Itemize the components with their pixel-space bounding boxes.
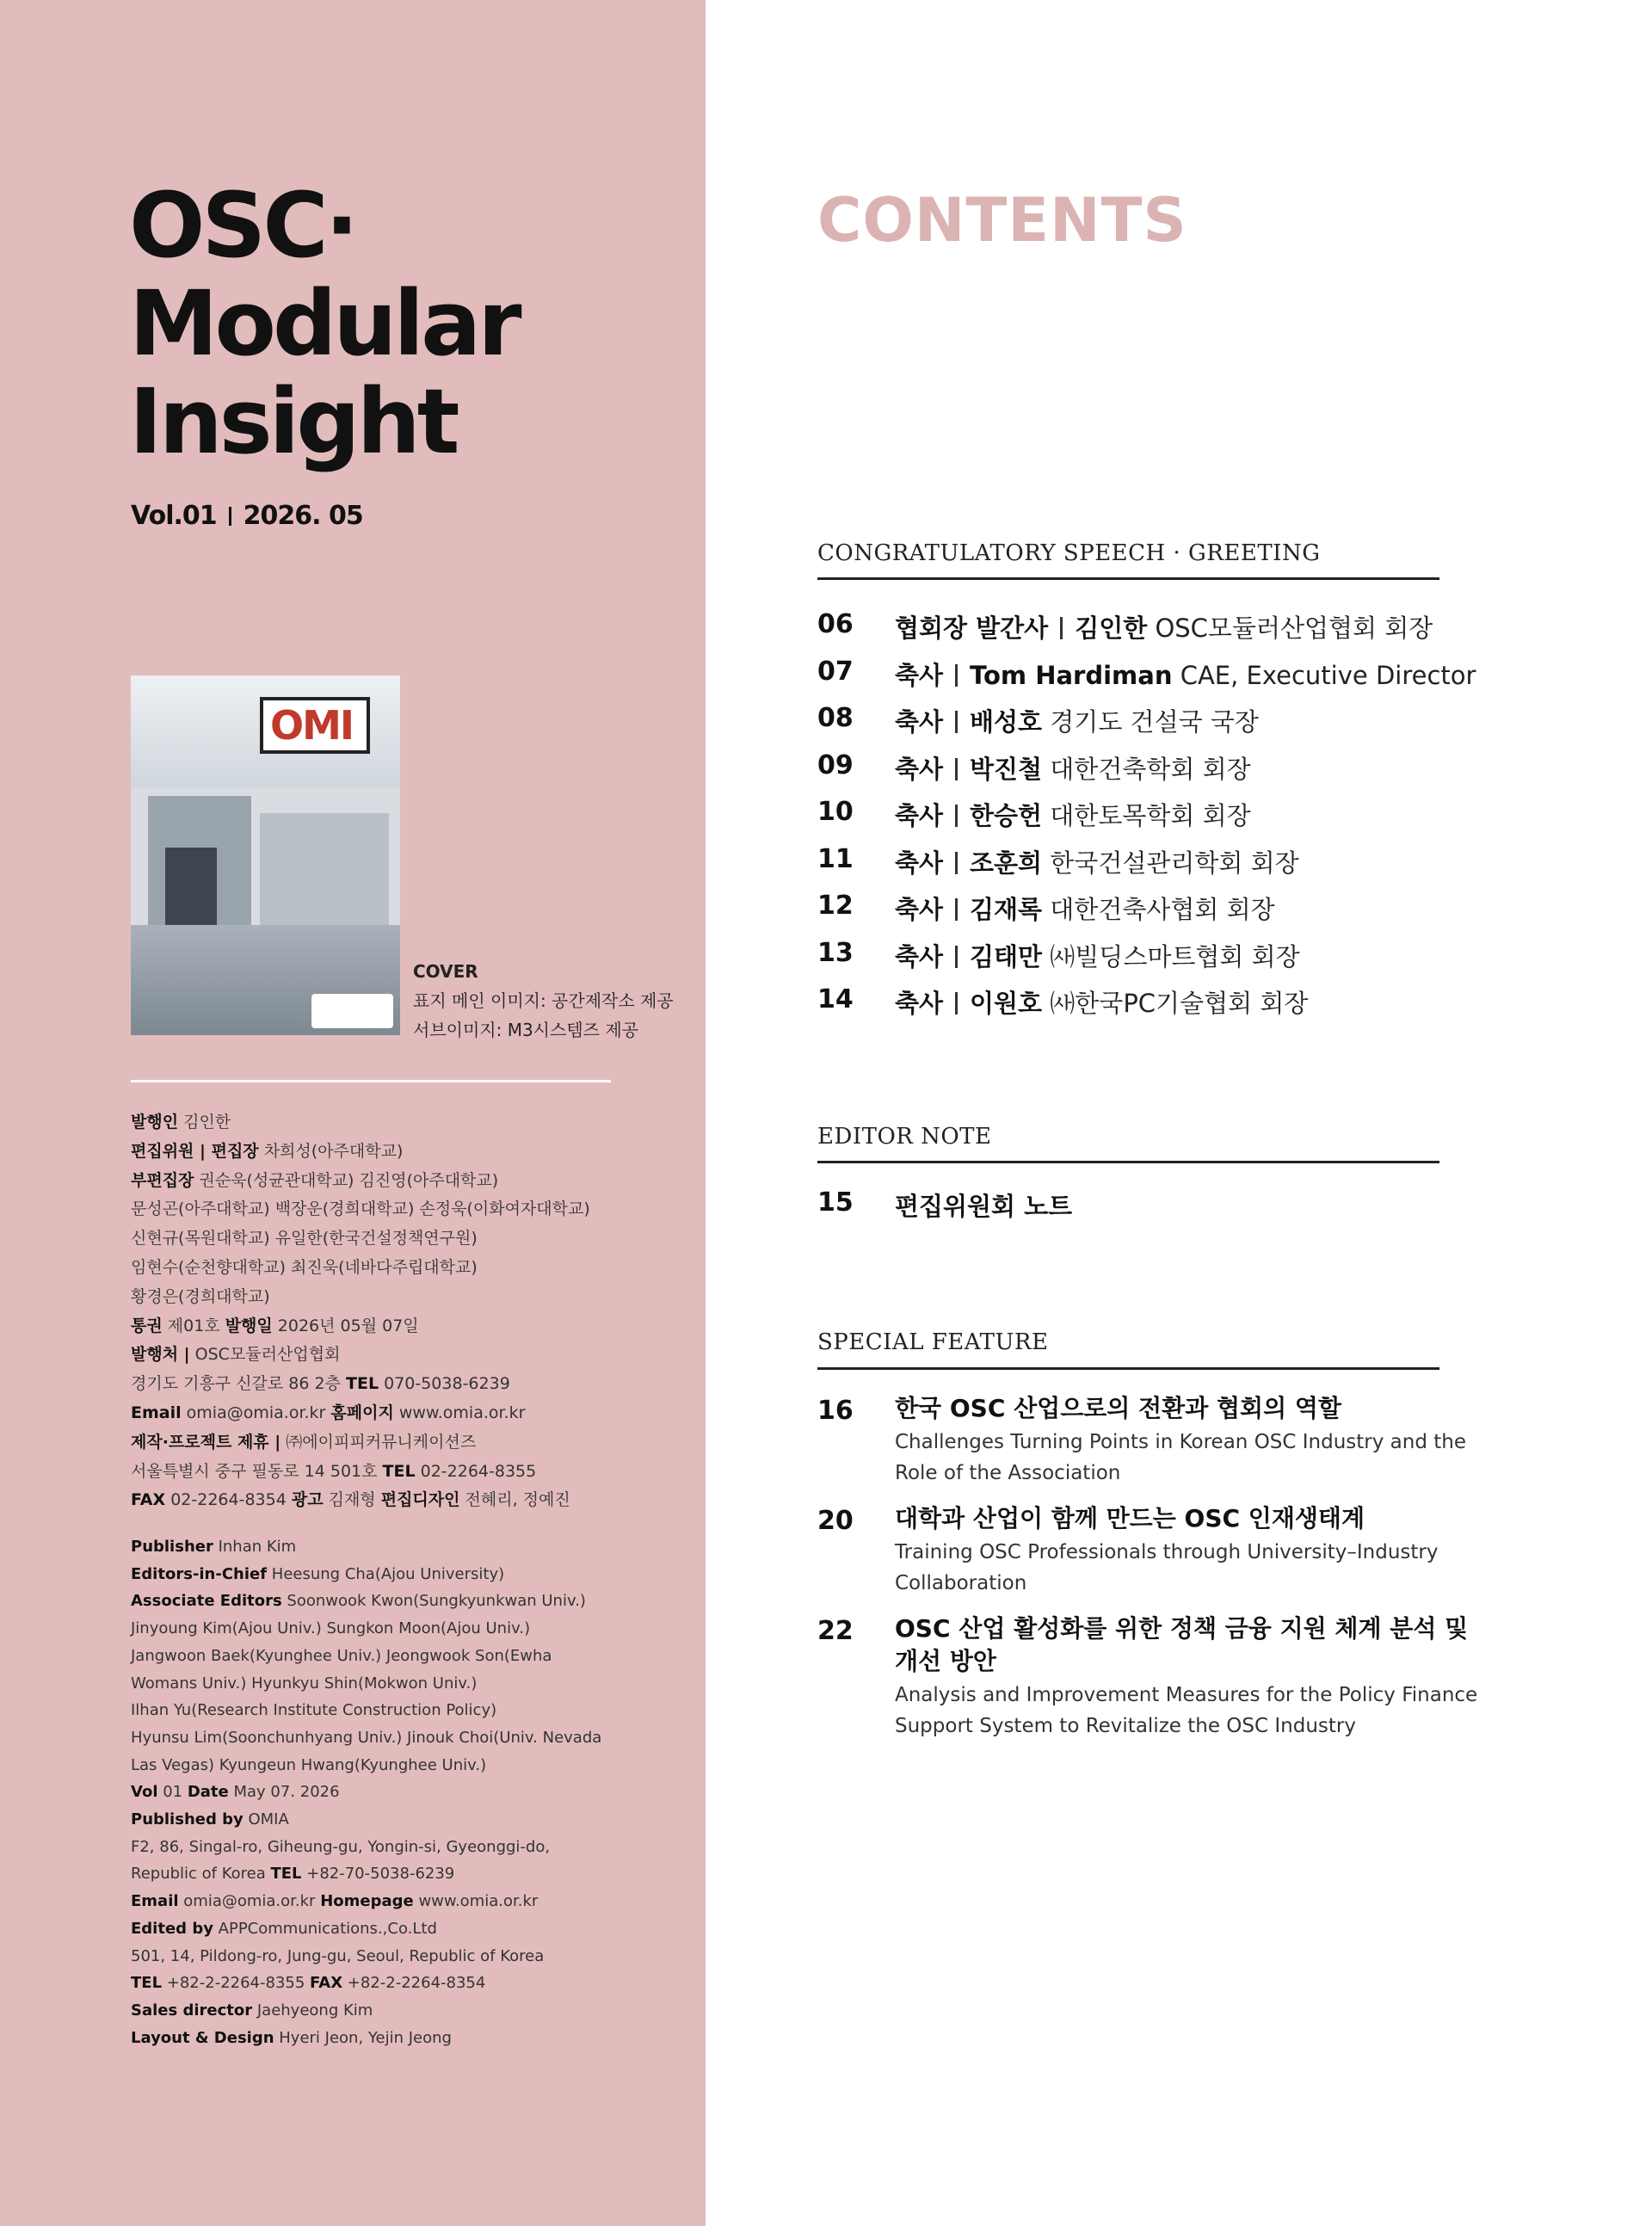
credit-line bbox=[131, 1970, 601, 1997]
item-text bbox=[895, 657, 1476, 692]
item-org: 대한토목학회 회장 bbox=[1042, 801, 1251, 830]
credit-line bbox=[131, 1138, 590, 1167]
page-number: 08 bbox=[817, 703, 854, 733]
item-org: CAE, Executive Director bbox=[1172, 660, 1476, 690]
section-heading: CONGRATULATORY SPEECH · GREETING bbox=[817, 540, 1321, 566]
cover-caption bbox=[413, 957, 674, 1045]
credit-line bbox=[131, 1254, 590, 1283]
credit-label: Sales director bbox=[131, 2001, 253, 2019]
feature-subtitle: Role of the Association bbox=[895, 1462, 1121, 1484]
credit-value: 전혜리, 정예진 bbox=[459, 1490, 570, 1510]
item-kind: 축사 bbox=[895, 707, 944, 737]
section-rule bbox=[817, 1367, 1439, 1370]
cover-logo-box bbox=[260, 697, 370, 754]
volume-line bbox=[131, 501, 363, 531]
credit-value: Jinyoung Kim(Ajou Univ.) Sungkon Moon(Ajou Univ.) bbox=[131, 1619, 531, 1638]
credit-value: 서울특별시 중구 필동로 14 501호 bbox=[131, 1461, 383, 1481]
credit-line bbox=[131, 1458, 590, 1487]
credit-label: Email bbox=[131, 1892, 179, 1911]
separator-bar bbox=[955, 711, 958, 733]
item-name: 배성호 bbox=[970, 707, 1043, 737]
item-kind: 축사 bbox=[895, 941, 944, 971]
section-heading: EDITOR NOTE bbox=[817, 1124, 992, 1150]
item-text bbox=[895, 891, 1275, 926]
credit-label: TEL bbox=[270, 1865, 302, 1884]
separator-bar bbox=[1060, 617, 1063, 639]
credit-label: Editors-in-Chief bbox=[131, 1564, 268, 1583]
credit-value: Heesung Cha(Ajou University) bbox=[267, 1564, 505, 1583]
page-number: 14 bbox=[817, 984, 854, 1014]
volume-number: Vol.01 bbox=[131, 501, 217, 531]
credit-value: 황경은(경희대학교) bbox=[131, 1286, 270, 1306]
page-number: 15 bbox=[817, 1187, 854, 1218]
item-org: 대한건축학회 회장 bbox=[1042, 754, 1251, 784]
credit-value: Republic of Korea bbox=[131, 1865, 271, 1884]
credit-line bbox=[131, 1224, 590, 1254]
credit-line bbox=[131, 1779, 601, 1806]
credit-label: Vol bbox=[131, 1783, 158, 1802]
credit-label: Layout & Design bbox=[131, 2028, 274, 2047]
credit-value: Hyeri Jeon, Yejin Jeong bbox=[274, 2028, 452, 2047]
separator-bar bbox=[955, 992, 958, 1014]
credit-line bbox=[131, 1428, 590, 1458]
cover-caption-line: 서브이미지: M3시스템즈 제공 bbox=[413, 1020, 638, 1040]
credit-value: 권순욱(성균관대학교) 김진영(아주대학교) bbox=[194, 1170, 499, 1190]
credit-label: 발행일 bbox=[225, 1316, 273, 1335]
page-number: 22 bbox=[817, 1616, 854, 1646]
page-number: 11 bbox=[817, 843, 854, 874]
item-title: 편집위원회 노트 bbox=[895, 1192, 1073, 1221]
credit-value: 차희성(아주대학교) bbox=[258, 1141, 404, 1161]
credit-line bbox=[131, 1724, 601, 1752]
credit-label: 부편집장 bbox=[131, 1170, 194, 1190]
credit-label: 제작·프로젝트 제휴 | bbox=[131, 1432, 281, 1452]
credit-line bbox=[131, 1943, 601, 1970]
feature-title[interactable]: 한국 OSC 산업으로의 전환과 협회의 역할 bbox=[895, 1394, 1341, 1422]
credit-value: OSC모듈러산업협회 bbox=[189, 1345, 341, 1365]
credit-label: 발행인 bbox=[131, 1113, 179, 1131]
credit-label: TEL bbox=[382, 1461, 416, 1481]
credit-line bbox=[131, 1752, 601, 1779]
credit-value: 501, 14, Pildong-ro, Jung-gu, Seoul, Republic of Korea bbox=[131, 1946, 545, 1965]
item-org: 대한건축사협회 회장 bbox=[1042, 895, 1275, 924]
masthead-line: Insight bbox=[129, 369, 457, 474]
credit-value: 02-2264-8355 bbox=[415, 1461, 537, 1481]
item-org: ㈔한국PC기술협회 회장 bbox=[1042, 989, 1309, 1018]
credit-label: FAX bbox=[310, 1974, 343, 1993]
separator-bar bbox=[955, 664, 958, 687]
credit-label: FAX bbox=[131, 1490, 166, 1510]
feature-subtitle: Support System to Revitalize the OSC Industry bbox=[895, 1715, 1356, 1737]
separator-bar bbox=[229, 507, 231, 526]
credit-value: Womans Univ.) Hyunkyu Shin(Mokwon Univ.) bbox=[131, 1674, 478, 1693]
credit-value: Las Vegas) Kyungeun Hwang(Kyunghee Univ.) bbox=[131, 1755, 487, 1774]
credit-label: 발행처 | bbox=[131, 1345, 190, 1365]
page-number: 07 bbox=[817, 656, 854, 687]
right-panel bbox=[706, 0, 1652, 2226]
feature-subtitle: Analysis and Improvement Measures for the Policy Finance bbox=[895, 1684, 1478, 1706]
item-kind: 축사 bbox=[895, 660, 944, 690]
page-number: 09 bbox=[817, 749, 854, 780]
item-name: 이원호 bbox=[970, 989, 1043, 1018]
item-name: 한승헌 bbox=[970, 801, 1043, 830]
credit-value: 김재형 bbox=[323, 1490, 381, 1510]
credit-value: omia@omia.or.kr bbox=[178, 1892, 321, 1911]
credit-line bbox=[131, 1588, 601, 1615]
page-number: 06 bbox=[817, 609, 854, 639]
credit-label: Date bbox=[187, 1783, 229, 1802]
credit-label: Edited by bbox=[131, 1919, 213, 1938]
cover-logo: OMI bbox=[270, 702, 353, 749]
credit-value: Jangwoon Baek(Kyunghee Univ.) Jeongwook Son(Ewha bbox=[131, 1646, 552, 1665]
feature-subtitle: Challenges Turning Points in Korean OSC Industry and the bbox=[895, 1431, 1467, 1453]
separator-bar bbox=[955, 758, 958, 780]
section-heading: SPECIAL FEATURE bbox=[817, 1329, 1049, 1355]
credit-line bbox=[131, 1312, 590, 1341]
credit-value: 제01호 bbox=[162, 1316, 225, 1335]
item-text bbox=[895, 984, 1308, 1020]
cover-image bbox=[131, 675, 400, 1035]
credit-value: 신현규(목원대학교) 유일한(한국건설정책연구원) bbox=[131, 1229, 478, 1249]
credit-line bbox=[131, 1399, 590, 1428]
item-kind: 협회장 발간사 bbox=[895, 614, 1049, 643]
credit-line bbox=[131, 1643, 601, 1670]
credit-line bbox=[131, 1670, 601, 1698]
item-text bbox=[895, 609, 1433, 644]
credit-line bbox=[131, 1341, 590, 1370]
credit-line bbox=[131, 1283, 590, 1312]
credit-value: OMIA bbox=[243, 1810, 289, 1829]
item-text bbox=[895, 750, 1251, 786]
credit-line bbox=[131, 1370, 590, 1399]
credit-label: TEL bbox=[346, 1374, 379, 1394]
credit-value: 070-5038-6239 bbox=[379, 1374, 510, 1394]
credit-label: Email bbox=[131, 1403, 182, 1422]
credit-value: 임현수(순천향대학교) 최진욱(네바다주립대학교) bbox=[131, 1257, 478, 1277]
item-name: Tom Hardiman bbox=[970, 660, 1173, 690]
credit-line bbox=[131, 1860, 601, 1888]
cover-caption-line: 표지 메인 이미지: 공간제작소 제공 bbox=[413, 990, 674, 1011]
page-number: 13 bbox=[817, 937, 854, 968]
separator-bar bbox=[955, 946, 958, 968]
credit-value: ㈜에이피피커뮤니케이션즈 bbox=[280, 1432, 477, 1452]
item-org: OSC모듈러산업협회 회장 bbox=[1147, 614, 1433, 643]
credit-label: 편집디자인 bbox=[380, 1490, 460, 1510]
item-name: 김재록 bbox=[970, 895, 1043, 924]
separator-bar bbox=[955, 852, 958, 874]
credit-value: Ilhan Yu(Research Institute Construction Policy) bbox=[131, 1701, 497, 1720]
credit-value: 2026년 05월 07일 bbox=[272, 1316, 419, 1335]
credit-value: APPCommunications.,Co.Ltd bbox=[213, 1919, 437, 1938]
issue-date: 2026. 05 bbox=[243, 501, 363, 531]
credit-line bbox=[131, 1195, 590, 1224]
credit-line bbox=[131, 1997, 601, 2025]
credit-label: Homepage bbox=[320, 1892, 414, 1911]
contents-title: CONTENTS bbox=[817, 185, 1187, 256]
cover-caption-title: COVER bbox=[413, 961, 478, 982]
credit-value: Soonwook Kwon(Sungkyunkwan Univ.) bbox=[281, 1592, 586, 1611]
credit-line bbox=[131, 1888, 601, 1915]
credit-value: +82-70-5038-6239 bbox=[301, 1865, 455, 1884]
item-org: ㈔빌딩스마트협회 회장 bbox=[1042, 941, 1300, 971]
credit-value: +82-2-2264-8354 bbox=[342, 1974, 486, 1993]
credit-line bbox=[131, 1615, 601, 1643]
credit-label: 편집위원 | 편집장 bbox=[131, 1141, 259, 1161]
feature-subtitle: Training OSC Professionals through University–Industry bbox=[895, 1541, 1439, 1563]
divider bbox=[131, 1080, 611, 1082]
masthead-line: OSC· bbox=[129, 173, 356, 278]
credits-korean bbox=[131, 1108, 590, 1515]
cover-badge bbox=[311, 994, 393, 1028]
page-number: 20 bbox=[817, 1506, 854, 1536]
section-rule bbox=[817, 1161, 1439, 1163]
item-kind: 축사 bbox=[895, 895, 944, 924]
masthead-line: Modular bbox=[129, 271, 519, 376]
item-text bbox=[895, 703, 1259, 738]
feature-title[interactable]: 개선 방안 bbox=[895, 1647, 996, 1675]
credit-value: Jaehyeong Kim bbox=[252, 2001, 373, 2019]
credit-line bbox=[131, 1486, 590, 1515]
credit-value: 01 bbox=[157, 1783, 188, 1802]
item-org: 경기도 건설국 국장 bbox=[1042, 707, 1259, 737]
feature-subtitle: Collaboration bbox=[895, 1572, 1027, 1594]
item-text bbox=[895, 938, 1300, 973]
credit-value: 02-2264-8354 bbox=[165, 1490, 292, 1510]
credit-value: www.omia.or.kr bbox=[393, 1403, 526, 1422]
left-panel bbox=[0, 0, 706, 2226]
credit-label: Associate Editors bbox=[131, 1592, 282, 1611]
credit-value: 김인한 bbox=[178, 1113, 231, 1131]
item-kind: 축사 bbox=[895, 754, 944, 784]
credit-label: 광고 bbox=[291, 1490, 324, 1510]
credit-line bbox=[131, 1108, 590, 1138]
credit-value: Hyunsu Lim(Soonchunhyang Univ.) Jinouk Choi(Univ. Nevada bbox=[131, 1728, 602, 1747]
feature-title[interactable]: 대학과 산업이 함께 만드는 OSC 인재생태계 bbox=[895, 1504, 1365, 1532]
credit-label: 통권 bbox=[131, 1316, 163, 1335]
credit-label: Publisher bbox=[131, 1538, 213, 1556]
credits-english bbox=[131, 1533, 601, 2051]
credit-value: 경기도 기흥구 신갈로 86 2층 bbox=[131, 1374, 347, 1394]
credit-label: 홈페이지 bbox=[330, 1403, 394, 1422]
item-kind: 축사 bbox=[895, 989, 944, 1018]
credit-value: Inhan Kim bbox=[213, 1538, 297, 1556]
credit-value: +82-2-2264-8355 bbox=[162, 1974, 311, 1993]
item-org: 한국건설관리학회 회장 bbox=[1042, 848, 1299, 878]
cover-machine bbox=[260, 813, 389, 934]
credit-label: TEL bbox=[131, 1974, 163, 1993]
separator-bar bbox=[955, 805, 958, 827]
feature-title[interactable]: OSC 산업 활성화를 위한 정책 금융 지원 체계 분석 및 bbox=[895, 1614, 1469, 1643]
item-name: 조훈희 bbox=[970, 848, 1043, 878]
item-name: 김태만 bbox=[970, 941, 1043, 971]
item-kind: 축사 bbox=[895, 801, 944, 830]
credit-line bbox=[131, 1915, 601, 1943]
separator-bar bbox=[955, 898, 958, 921]
credit-line bbox=[131, 1697, 601, 1724]
credit-line bbox=[131, 1533, 601, 1561]
item-kind: 축사 bbox=[895, 848, 944, 878]
credit-value: May 07. 2026 bbox=[228, 1783, 340, 1802]
credit-value: omia@omia.or.kr bbox=[181, 1403, 331, 1422]
page-number: 12 bbox=[817, 891, 854, 921]
credit-label: Published by bbox=[131, 1810, 243, 1829]
item-name: 박진철 bbox=[970, 754, 1043, 784]
page-number: 16 bbox=[817, 1396, 854, 1426]
credit-line bbox=[131, 1561, 601, 1588]
item-text bbox=[895, 844, 1299, 879]
credit-value: www.omia.or.kr bbox=[413, 1892, 539, 1911]
credit-value: F2, 86, Singal-ro, Giheung-gu, Yongin-si, Gyeonggi-do, bbox=[131, 1837, 551, 1856]
credit-line bbox=[131, 1834, 601, 1861]
page-number: 10 bbox=[817, 797, 854, 827]
credit-line bbox=[131, 2025, 601, 2052]
credit-line bbox=[131, 1167, 590, 1196]
section-rule bbox=[817, 577, 1439, 580]
item-text bbox=[895, 797, 1251, 832]
masthead-title bbox=[129, 173, 519, 474]
credit-value: 문성곤(아주대학교) 백장운(경희대학교) 손정욱(이화여자대학교) bbox=[131, 1199, 590, 1219]
item-name: 김인한 bbox=[1075, 614, 1148, 643]
credit-line bbox=[131, 1806, 601, 1834]
